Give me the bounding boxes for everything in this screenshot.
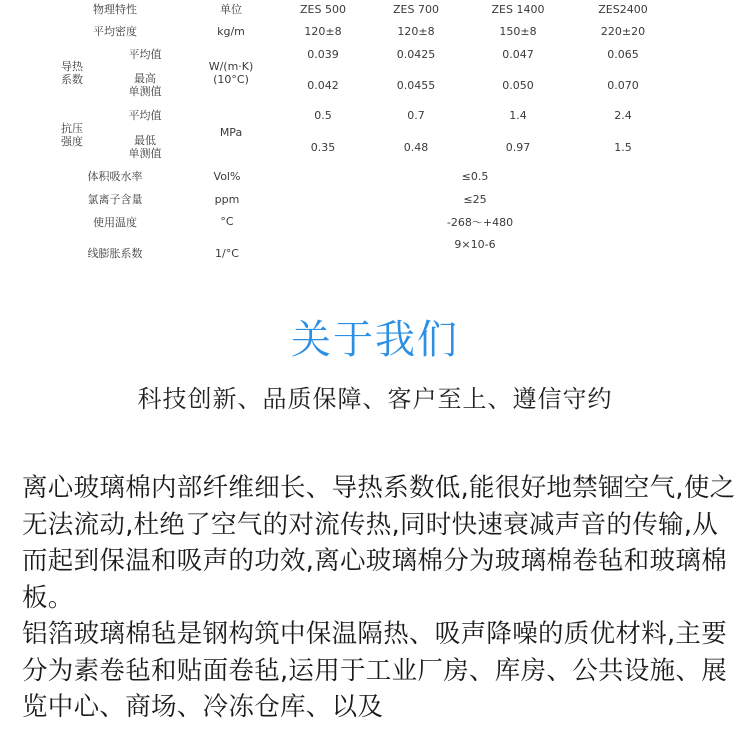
- water-unit: Vol%: [213, 170, 241, 183]
- compress-min-4: 1.5: [614, 141, 632, 154]
- thermal-max-1: 0.042: [307, 79, 339, 92]
- thermal-max-2: 0.0455: [396, 79, 436, 92]
- compress-avg-3: 1.4: [509, 109, 527, 122]
- water-value: ≤0.5: [461, 170, 489, 183]
- compress-min-1: 0.35: [310, 141, 336, 154]
- density-label: 平均密度: [93, 25, 137, 38]
- thermal-avg-2: 0.0425: [396, 48, 436, 61]
- header-col-1: ZES 500: [300, 3, 346, 16]
- header-property: 物理特性: [93, 3, 137, 16]
- thermal-avg-4: 0.065: [607, 48, 639, 61]
- chloride-label: 氯离子含量: [87, 193, 143, 206]
- density-value-1: 120±8: [304, 25, 342, 38]
- about-subtitle: 科技创新、品质保障、客户至上、遵信守约: [137, 385, 613, 413]
- compress-min-2: 0.48: [403, 141, 429, 154]
- temp-label: 使用温度: [93, 216, 137, 229]
- compress-group-label: 抗压 强度: [61, 122, 83, 148]
- thermal-group-label: 导热 系数: [61, 60, 83, 86]
- density-value-2: 120±8: [397, 25, 435, 38]
- compress-avg-1: 0.5: [314, 109, 332, 122]
- thermal-avg-3: 0.047: [502, 48, 534, 61]
- header-col-4: ZES2400: [598, 3, 648, 16]
- chloride-value: ≤25: [463, 193, 487, 206]
- water-label: 体积吸水率: [87, 170, 143, 183]
- density-value-3: 150±8: [499, 25, 537, 38]
- thermal-max-label: 最高 单测值: [128, 72, 162, 98]
- compress-min-3: 0.97: [505, 141, 531, 154]
- thermal-avg-label: 平均值: [128, 48, 162, 61]
- density-value-4: 220±20: [600, 25, 646, 38]
- compress-unit: MPa: [219, 126, 243, 139]
- paragraph-2: 铝箔玻璃棉毡是钢构筑中保温隔热、吸声降噪的质优材料,主要分为素卷毡和贴面卷毡,运用于工业厂房、库房、公共设施、展览中心、商场、冷冻仓库、以及: [22, 619, 728, 722]
- thermal-max-4: 0.070: [607, 79, 639, 92]
- compress-avg-label: 平均值: [128, 109, 162, 122]
- header-col-2: ZES 700: [393, 3, 439, 16]
- header-unit: 单位: [220, 3, 242, 16]
- expansion-unit: 1/°C: [215, 247, 239, 260]
- body-text: [22, 470, 742, 726]
- expansion-label: 线膨胀系数: [87, 247, 143, 260]
- expansion-value: 9×10-6: [454, 238, 496, 251]
- thermal-unit: W/(m·K) (10°C): [208, 60, 254, 86]
- chloride-unit: ppm: [214, 193, 240, 206]
- thermal-max-3: 0.050: [502, 79, 534, 92]
- about-title: 关于我们: [291, 317, 459, 363]
- header-col-3: ZES 1400: [491, 3, 545, 16]
- compress-min-label: 最低 单测值: [128, 134, 162, 160]
- compress-avg-2: 0.7: [407, 109, 425, 122]
- temp-value: -268～+480: [446, 216, 514, 229]
- thermal-avg-1: 0.039: [307, 48, 339, 61]
- temp-unit: °C: [220, 215, 234, 228]
- density-unit: kg/m: [217, 25, 245, 38]
- compress-avg-4: 2.4: [614, 109, 632, 122]
- paragraph-1: 离心玻璃棉内部纤维细长、导热系数低,能很好地禁锢空气,使之无法流动,杜绝了空气的对流传热,同时快速衰减声音的传输,从而起到保温和吸声的功效,离心玻璃棉分为玻璃棉卷毡和玻璃棉板。: [22, 473, 736, 613]
